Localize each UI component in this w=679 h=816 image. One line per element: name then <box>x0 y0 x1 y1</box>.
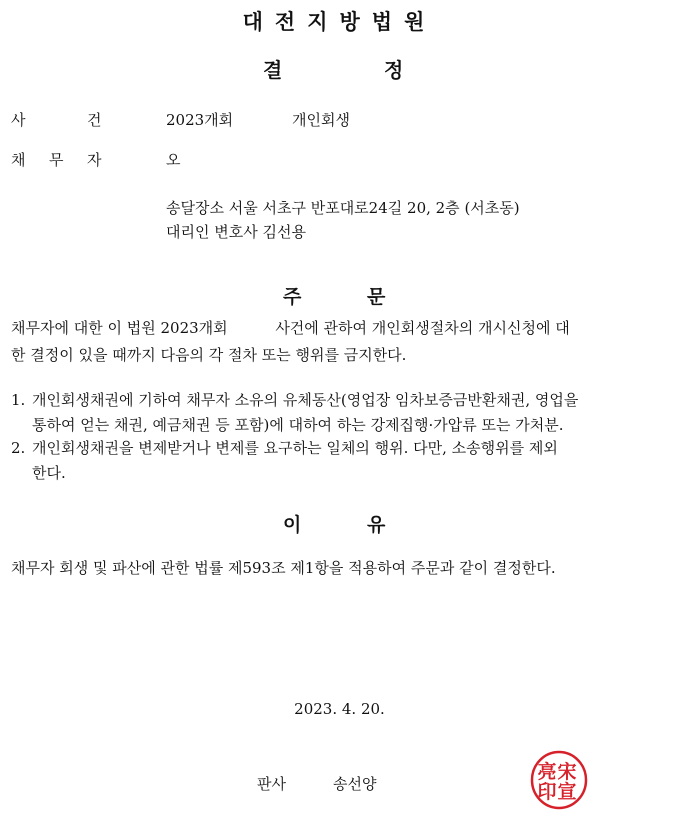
order-item-2 <box>11 436 661 486</box>
case-name: 개인회생 <box>292 111 350 129</box>
case-number: 2023개회 <box>166 111 234 129</box>
order-item-line: 통하여 얻는 채권, 예금채권 등 포함)에 대하여 하는 강제집행·가압류 또는 가처분. <box>32 416 564 434</box>
court-name: 대전지방법원 <box>242 10 437 34</box>
order-item-number: 2. <box>11 439 26 457</box>
svg-text:印: 印 <box>537 781 557 803</box>
svg-text:宣: 宣 <box>557 781 577 803</box>
judge-name: 송선양 <box>333 775 377 793</box>
debtor-label-3: 자 <box>87 151 102 169</box>
order-heading-char-2: 문 <box>367 286 386 308</box>
order-heading <box>0 282 679 308</box>
legal-agent: 대리인 변호사 김선용 <box>166 223 306 241</box>
title-char-1: 결 <box>263 58 283 82</box>
decision-date: 2023. 4. 20. <box>294 700 385 718</box>
case-label-2: 건 <box>87 111 102 129</box>
order-intro-line-2: 한 결정이 있을 때까지 다음의 각 절차 또는 행위를 금지한다. <box>11 346 407 364</box>
svg-text:亮: 亮 <box>537 761 557 783</box>
judge-label: 판사 <box>257 775 286 793</box>
order-intro-line-1: 채무자에 대한 이 법원 2023개회 사건에 관하여 개인회생절차의 개시신청에 대 <box>11 319 570 337</box>
service-address: 송달장소 서울 서초구 반포대로24길 20, 2층 (서초동) <box>166 199 520 217</box>
case-label-1: 사 <box>11 111 26 129</box>
order-item-1 <box>11 388 661 438</box>
order-heading-char-1: 주 <box>283 286 302 308</box>
debtor-label-2: 무 <box>49 151 64 169</box>
order-item-line: 한다. <box>32 464 66 482</box>
title-char-2: 정 <box>384 58 404 82</box>
order-item-number: 1. <box>11 391 26 409</box>
document-title <box>0 54 679 82</box>
reason-heading-char-2: 유 <box>367 514 386 536</box>
debtor-label-1: 채 <box>11 151 26 169</box>
reason-heading-char-1: 이 <box>283 514 302 536</box>
judge-seal-icon <box>530 750 588 810</box>
debtor-name: 오 <box>166 151 181 169</box>
order-item-line: 개인회생채권을 변제받거나 변제를 요구하는 일체의 행위. 다만, 소송행위를 제외 <box>32 439 558 457</box>
order-intro <box>11 315 661 369</box>
svg-text:宋: 宋 <box>557 761 577 783</box>
reason-heading <box>0 510 679 536</box>
order-item-line: 개인회생채권에 기하여 채무자 소유의 유체동산(영업장 임차보증금반환채권, 영업을 <box>32 391 579 409</box>
reason-text: 채무자 회생 및 파산에 관한 법률 제593조 제1항을 적용하여 주문과 같이 결정한다. <box>11 559 556 577</box>
